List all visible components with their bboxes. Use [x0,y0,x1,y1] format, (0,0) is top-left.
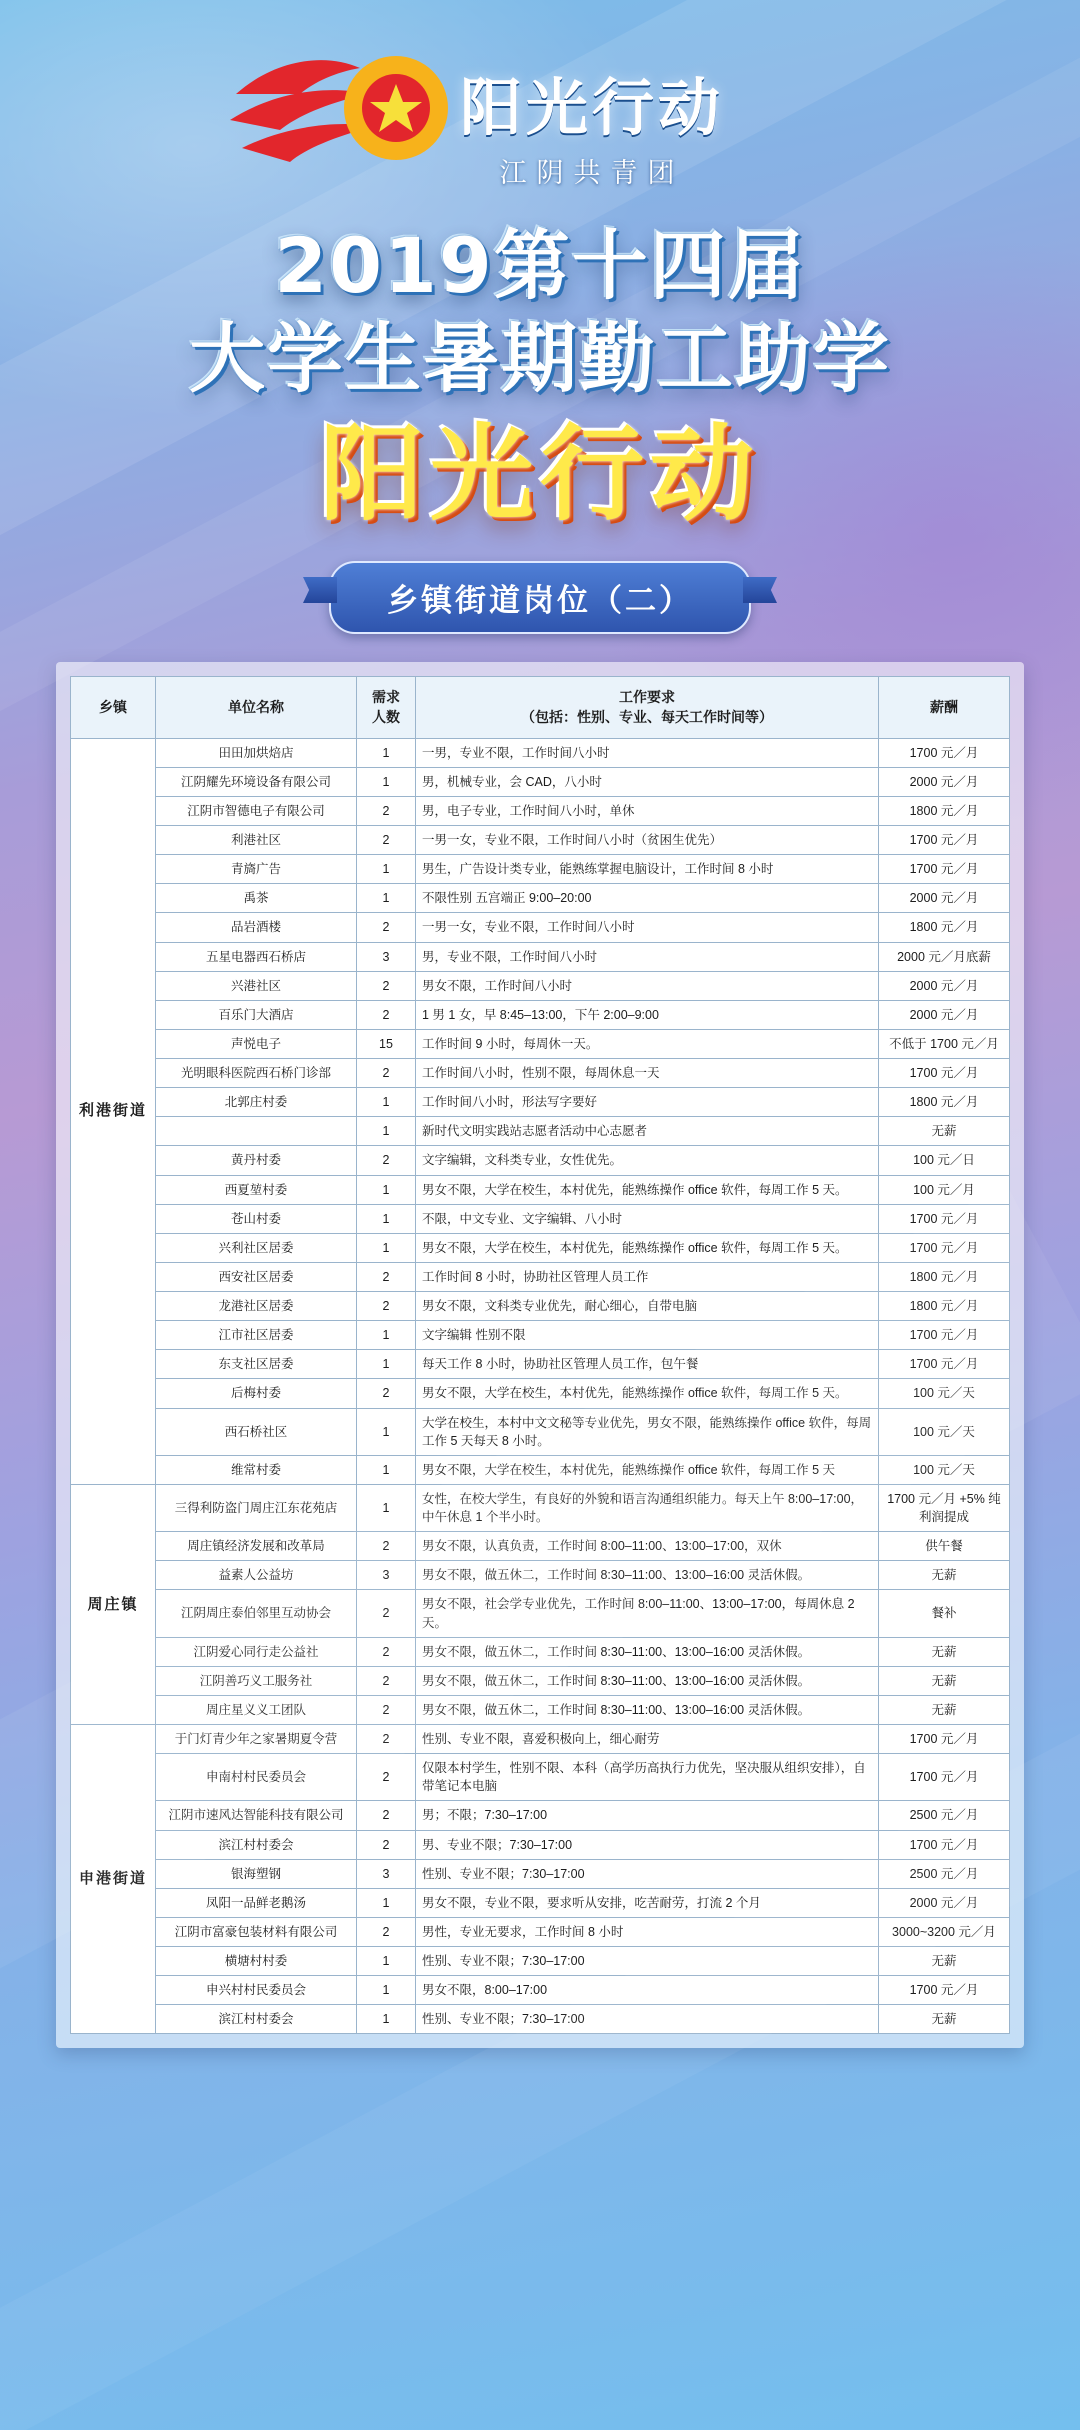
table-row [71,1350,1010,1379]
table-cell-count: 2 [357,1754,416,1801]
table-row [71,1947,1010,1976]
table-cell-unit: 龙港社区居委 [156,1292,357,1321]
table-cell-pay: 1700 元／月 [879,1830,1010,1859]
table-cell-count: 2 [357,1725,416,1754]
table-cell-pay: 1700 元／月 [879,1976,1010,2005]
table-cell-requirements: 男女不限，大学在校生，本村优先，能熟练操作 office 软件，每周工作 5 天。 [416,1175,879,1204]
table-cell-pay: 1700 元／月 [879,855,1010,884]
table-row [71,1262,1010,1291]
table-cell-unit: 西安社区居委 [156,1262,357,1291]
table-cell-unit: 禹茶 [156,884,357,913]
table-cell-count: 2 [357,1000,416,1029]
table-row [71,1292,1010,1321]
header-town: 乡镇 [71,677,156,739]
table-cell-unit: 黄丹村委 [156,1146,357,1175]
table-row [71,1000,1010,1029]
table-row [71,738,1010,767]
table-cell-count: 1 [357,1117,416,1146]
table-cell-requirements: 男女不限，专业不限，要求听从安排，吃苦耐劳，打流 2 个月 [416,1888,879,1917]
table-row [71,1830,1010,1859]
table-cell-requirements: 男女不限，8:00–17:00 [416,1976,879,2005]
table-cell-unit: 江市社区居委 [156,1321,357,1350]
table-cell-count: 1 [357,1088,416,1117]
table-cell-pay: 3000~3200 元／月 [879,1917,1010,1946]
table-cell-requirements: 男女不限，大学在校生，本村优先，能熟练操作 office 软件，每周工作 5 天 [416,1455,879,1484]
table-row [71,1408,1010,1455]
table-row [71,1204,1010,1233]
table-row [71,1532,1010,1561]
table-row [71,1455,1010,1484]
table-cell-unit: 江阴耀先环境设备有限公司 [156,767,357,796]
table-cell-requirements: 一男，专业不限，工作时间八小时 [416,738,879,767]
table-cell-requirements: 男女不限，工作时间八小时 [416,971,879,1000]
table-cell-unit: 田田加烘焙店 [156,738,357,767]
table-cell-unit: 江阴市速风达智能科技有限公司 [156,1801,357,1830]
table-cell-count: 2 [357,1695,416,1724]
table-cell-pay: 1700 元／月 [879,1233,1010,1262]
table-cell-requirements: 工作时间八小时，形法写字要好 [416,1088,879,1117]
table-cell-requirements: 男女不限，社会学专业优先，工作时间 8:00–11:00、13:00–17:00，每周休息 2 天。 [416,1590,879,1637]
table-cell-unit: 凤阳一品鲜老鹅汤 [156,1888,357,1917]
table-cell-count: 1 [357,738,416,767]
table-cell-unit: 利港社区 [156,826,357,855]
table-cell-unit: 五星电器西石桥店 [156,942,357,971]
table-cell-requirements: 一男一女，专业不限，工作时间八小时 [416,913,879,942]
table-cell-pay: 2000 元／月 [879,1888,1010,1917]
table-cell-pay: 1700 元／月 [879,1725,1010,1754]
table-cell-unit: 三得利防盗门周庄江东花苑店 [156,1484,357,1531]
header-unit: 单位名称 [156,677,357,739]
table-cell-count: 2 [357,1801,416,1830]
table-cell-town: 利港街道 [71,738,156,1484]
table-row [71,1146,1010,1175]
table-cell-requirements: 性别、专业不限；7:30–17:00 [416,2005,879,2034]
table-row [71,1321,1010,1350]
table-cell-town: 申港街道 [71,1725,156,2034]
table-cell-pay: 100 元／天 [879,1455,1010,1484]
table-cell-pay: 不低于 1700 元／月 [879,1029,1010,1058]
table-cell-requirements: 工作时间 8 小时，协助社区管理人员工作 [416,1262,879,1291]
table-cell-requirements: 男生，广告设计类专业，能熟练掌握电脑设计，工作时间 8 小时 [416,855,879,884]
table-cell-count: 1 [357,1204,416,1233]
job-table-card [56,662,1024,2048]
table-cell-requirements: 男，专业不限，工作时间八小时 [416,942,879,971]
table-row [71,1561,1010,1590]
table-cell-pay: 2000 元／月 [879,884,1010,913]
header-count [357,677,416,739]
table-cell-requirements: 工作时间 9 小时，每周休一天。 [416,1029,879,1058]
table-cell-count: 1 [357,1233,416,1262]
table-cell-pay: 2000 元／月 [879,971,1010,1000]
table-cell-count: 2 [357,796,416,825]
table-cell-pay: 2500 元／月 [879,1801,1010,1830]
table-cell-count: 3 [357,1859,416,1888]
table-row [71,1859,1010,1888]
table-row [71,1088,1010,1117]
table-cell-pay: 无薪 [879,2005,1010,2034]
table-cell-requirements: 男女不限，大学在校生，本村优先，能熟练操作 office 软件，每周工作 5 天。 [416,1379,879,1408]
table-cell-unit [156,1117,357,1146]
table-cell-unit: 银海塑钢 [156,1859,357,1888]
table-cell-unit: 于门灯青少年之家暑期夏令营 [156,1725,357,1754]
table-cell-count: 1 [357,2005,416,2034]
table-cell-requirements: 男女不限，做五休二，工作时间 8:30–11:00、13:00–16:00 灵活休假。 [416,1561,879,1590]
table-cell-pay: 100 元／天 [879,1408,1010,1455]
table-cell-count: 1 [357,1976,416,2005]
table-cell-count: 2 [357,1590,416,1637]
table-cell-pay: 1800 元／月 [879,1262,1010,1291]
table-row [71,1484,1010,1531]
table-cell-pay: 无薪 [879,1695,1010,1724]
header-requirements [416,677,879,739]
table-row [71,1801,1010,1830]
poster-headline [0,220,1080,535]
table-row [71,1695,1010,1724]
header-count-line1: 需求 [372,689,400,706]
table-cell-requirements: 男女不限，文科类专业优先，耐心细心，自带电脑 [416,1292,879,1321]
table-cell-pay: 1700 元／月 [879,1350,1010,1379]
table-cell-pay: 1700 元／月 [879,826,1010,855]
table-cell-count: 1 [357,884,416,913]
table-cell-pay: 1800 元／月 [879,796,1010,825]
table-cell-count: 2 [357,1146,416,1175]
table-cell-unit: 周庄镇经济发展和改革局 [156,1532,357,1561]
table-row [71,1917,1010,1946]
table-cell-unit: 滨江村村委会 [156,2005,357,2034]
table-cell-requirements: 性别、专业不限；7:30–17:00 [416,1859,879,1888]
table-cell-unit: 东支社区居委 [156,1350,357,1379]
table-cell-requirements: 男性，专业无要求，工作时间 8 小时 [416,1917,879,1946]
table-cell-requirements: 每天工作 8 小时，协助社区管理人员工作，包午餐 [416,1350,879,1379]
header-requirements-line2: （包括：性别、专业、每天工作时间等） [521,709,773,726]
table-cell-requirements: 男；不限；7:30–17:00 [416,1801,879,1830]
table-cell-pay: 1700 元／月 [879,1321,1010,1350]
table-row [71,796,1010,825]
table-row [71,1059,1010,1088]
table-cell-unit: 益素人公益坊 [156,1561,357,1590]
table-cell-unit: 申兴村村民委员会 [156,1976,357,2005]
table-cell-count: 2 [357,971,416,1000]
table-cell-requirements: 仅限本村学生，性别不限、本科（高学历高执行力优先，坚决服从组织安排），自带笔记本电脑 [416,1754,879,1801]
table-cell-count: 1 [357,1175,416,1204]
table-cell-count: 1 [357,1947,416,1976]
table-cell-requirements: 性别、专业不限；7:30–17:00 [416,1947,879,1976]
table-cell-unit: 光明眼科医院西石桥门诊部 [156,1059,357,1088]
table-cell-requirements: 男，电子专业，工作时间八小时，单休 [416,796,879,825]
table-cell-unit: 江阴周庄泰伯邻里互动协会 [156,1590,357,1637]
table-cell-count: 1 [357,855,416,884]
table-cell-requirements: 男，机械专业，会 CAD，八小时 [416,767,879,796]
table-cell-pay: 1800 元／月 [879,913,1010,942]
table-cell-unit: 西石桥社区 [156,1408,357,1455]
table-cell-unit: 百乐门大酒店 [156,1000,357,1029]
table-cell-unit: 兴港社区 [156,971,357,1000]
table-cell-pay: 2000 元／月底薪 [879,942,1010,971]
table-row [71,1590,1010,1637]
table-row [71,826,1010,855]
table-cell-unit: 兴利社区居委 [156,1233,357,1262]
table-cell-unit: 江阴善巧义工服务社 [156,1666,357,1695]
table-cell-requirements: 男女不限，做五休二，工作时间 8:30–11:00、13:00–16:00 灵活休假。 [416,1637,879,1666]
table-cell-requirements: 女性，在校大学生，有良好的外貌和语言沟通组织能力。每天上午 8:00–17:00，中午休息 1 个半小时。 [416,1484,879,1531]
table-cell-pay: 1700 元／月 [879,1059,1010,1088]
table-cell-pay: 100 元／天 [879,1379,1010,1408]
table-cell-count: 2 [357,913,416,942]
table-cell-requirements: 男、专业不限；7:30–17:00 [416,1830,879,1859]
table-cell-pay: 无薪 [879,1666,1010,1695]
table-row [71,1754,1010,1801]
table-row [71,767,1010,796]
table-cell-count: 1 [357,1321,416,1350]
table-row [71,942,1010,971]
table-row [71,1379,1010,1408]
table-cell-pay: 无薪 [879,1117,1010,1146]
wing-star-logo-icon [228,50,478,170]
table-cell-requirements: 男女不限，做五休二，工作时间 8:30–11:00、13:00–16:00 灵活休假。 [416,1666,879,1695]
table-cell-count: 1 [357,767,416,796]
table-header-row [71,677,1010,739]
table-cell-count: 2 [357,1059,416,1088]
table-row [71,884,1010,913]
table-cell-pay: 2000 元／月 [879,767,1010,796]
table-row [71,2005,1010,2034]
table-cell-count: 1 [357,1484,416,1531]
table-cell-requirements: 不限，中文专业、文字编辑、八小时 [416,1204,879,1233]
table-cell-pay: 无薪 [879,1561,1010,1590]
table-cell-requirements: 一男一女，专业不限，工作时间八小时（贫困生优先） [416,826,879,855]
table-cell-unit: 江阴爱心同行走公益社 [156,1637,357,1666]
table-cell-pay: 无薪 [879,1947,1010,1976]
table-row [71,855,1010,884]
table-row [71,913,1010,942]
header-pay: 薪酬 [879,677,1010,739]
table-cell-requirements: 1 男 1 女，早 8:45–13:00，下午 2:00–9:00 [416,1000,879,1029]
headline-line-3: 阳光行动 [319,413,760,536]
table-cell-requirements: 文字编辑 性别不限 [416,1321,879,1350]
section-ribbon [0,561,1080,634]
table-cell-count: 1 [357,1350,416,1379]
logo-subtitle: 江阴共青团 [499,158,685,188]
table-cell-count: 2 [357,1917,416,1946]
table-cell-requirements: 大学在校生，本村中文文秘等专业优先，男女不限，能熟练操作 office 软件，每周工作 5 天每天 8 小时。 [416,1408,879,1455]
table-cell-pay: 2500 元／月 [879,1859,1010,1888]
table-cell-count: 2 [357,1379,416,1408]
table-cell-count: 15 [357,1029,416,1058]
table-cell-requirements: 男女不限，大学在校生，本村优先，能熟练操作 office 软件，每周工作 5 天。 [416,1233,879,1262]
table-row [71,971,1010,1000]
table-cell-town: 周庄镇 [71,1484,156,1724]
table-row [71,1666,1010,1695]
table-cell-unit: 青旖广告 [156,855,357,884]
table-cell-requirements: 男女不限，认真负责，工作时间 8:00–11:00、13:00–17:00，双休 [416,1532,879,1561]
table-cell-count: 1 [357,1408,416,1455]
table-row [71,1233,1010,1262]
table-row [71,1637,1010,1666]
table-cell-count: 2 [357,1262,416,1291]
logo-block [0,0,1080,196]
job-table [70,676,1010,2034]
table-cell-requirements: 工作时间八小时，性别不限，每周休息一天 [416,1059,879,1088]
table-cell-unit: 后梅村委 [156,1379,357,1408]
table-row [71,1117,1010,1146]
table-body [71,738,1010,2034]
table-row [71,1976,1010,2005]
table-cell-pay: 1700 元／月 [879,738,1010,767]
table-cell-unit: 苍山村委 [156,1204,357,1233]
table-cell-pay: 2000 元／月 [879,1000,1010,1029]
headline-line-1: 2019第十四届 [274,221,806,310]
table-cell-unit: 滨江村村委会 [156,1830,357,1859]
table-cell-count: 3 [357,942,416,971]
table-cell-unit: 周庄星义义工团队 [156,1695,357,1724]
header-requirements-line1: 工作要求 [619,689,675,706]
table-cell-pay: 1700 元／月 [879,1754,1010,1801]
table-cell-pay: 1800 元／月 [879,1292,1010,1321]
table-cell-requirements: 文字编辑，文科类专业，女性优先。 [416,1146,879,1175]
table-cell-count: 2 [357,1292,416,1321]
logo-title: 阳光行动 [460,71,725,144]
table-cell-unit: 北郭庄村委 [156,1088,357,1117]
table-cell-pay: 1700 元／月 +5% 纯利润提成 [879,1484,1010,1531]
table-cell-unit: 声悦电子 [156,1029,357,1058]
table-cell-unit: 江阴市富豪包装材料有限公司 [156,1917,357,1946]
table-cell-pay: 餐补 [879,1590,1010,1637]
table-cell-unit: 横塘村村委 [156,1947,357,1976]
table-cell-unit: 江阴市智德电子有限公司 [156,796,357,825]
table-cell-unit: 品岩酒楼 [156,913,357,942]
table-cell-pay: 无薪 [879,1637,1010,1666]
table-row [71,1888,1010,1917]
table-cell-count: 2 [357,1637,416,1666]
table-cell-unit: 申南村村民委员会 [156,1754,357,1801]
table-cell-pay: 1700 元／月 [879,1204,1010,1233]
table-cell-count: 2 [357,1666,416,1695]
table-cell-pay: 100 元／日 [879,1146,1010,1175]
table-row [71,1029,1010,1058]
table-cell-count: 1 [357,1455,416,1484]
table-cell-count: 3 [357,1561,416,1590]
table-cell-requirements: 性别、专业不限，喜爱积极向上，细心耐劳 [416,1725,879,1754]
table-cell-requirements: 不限性别 五宫端正 9:00–20:00 [416,884,879,913]
table-cell-requirements: 男女不限，做五休二，工作时间 8:30–11:00、13:00–16:00 灵活休假。 [416,1695,879,1724]
header-count-line2: 人数 [372,709,400,726]
section-ribbon-label: 乡镇街道岗位（二） [329,561,751,634]
headline-line-2: 大学生暑期勤工助学 [189,313,891,403]
table-cell-pay: 1800 元／月 [879,1088,1010,1117]
table-cell-pay: 供午餐 [879,1532,1010,1561]
table-cell-unit: 西夏堃村委 [156,1175,357,1204]
table-cell-pay: 100 元／月 [879,1175,1010,1204]
table-cell-count: 2 [357,826,416,855]
table-cell-count: 2 [357,1532,416,1561]
table-cell-count: 1 [357,1888,416,1917]
table-row [71,1725,1010,1754]
table-cell-unit: 维常村委 [156,1455,357,1484]
table-row [71,1175,1010,1204]
table-cell-requirements: 新时代文明实践站志愿者活动中心志愿者 [416,1117,879,1146]
table-cell-count: 2 [357,1830,416,1859]
